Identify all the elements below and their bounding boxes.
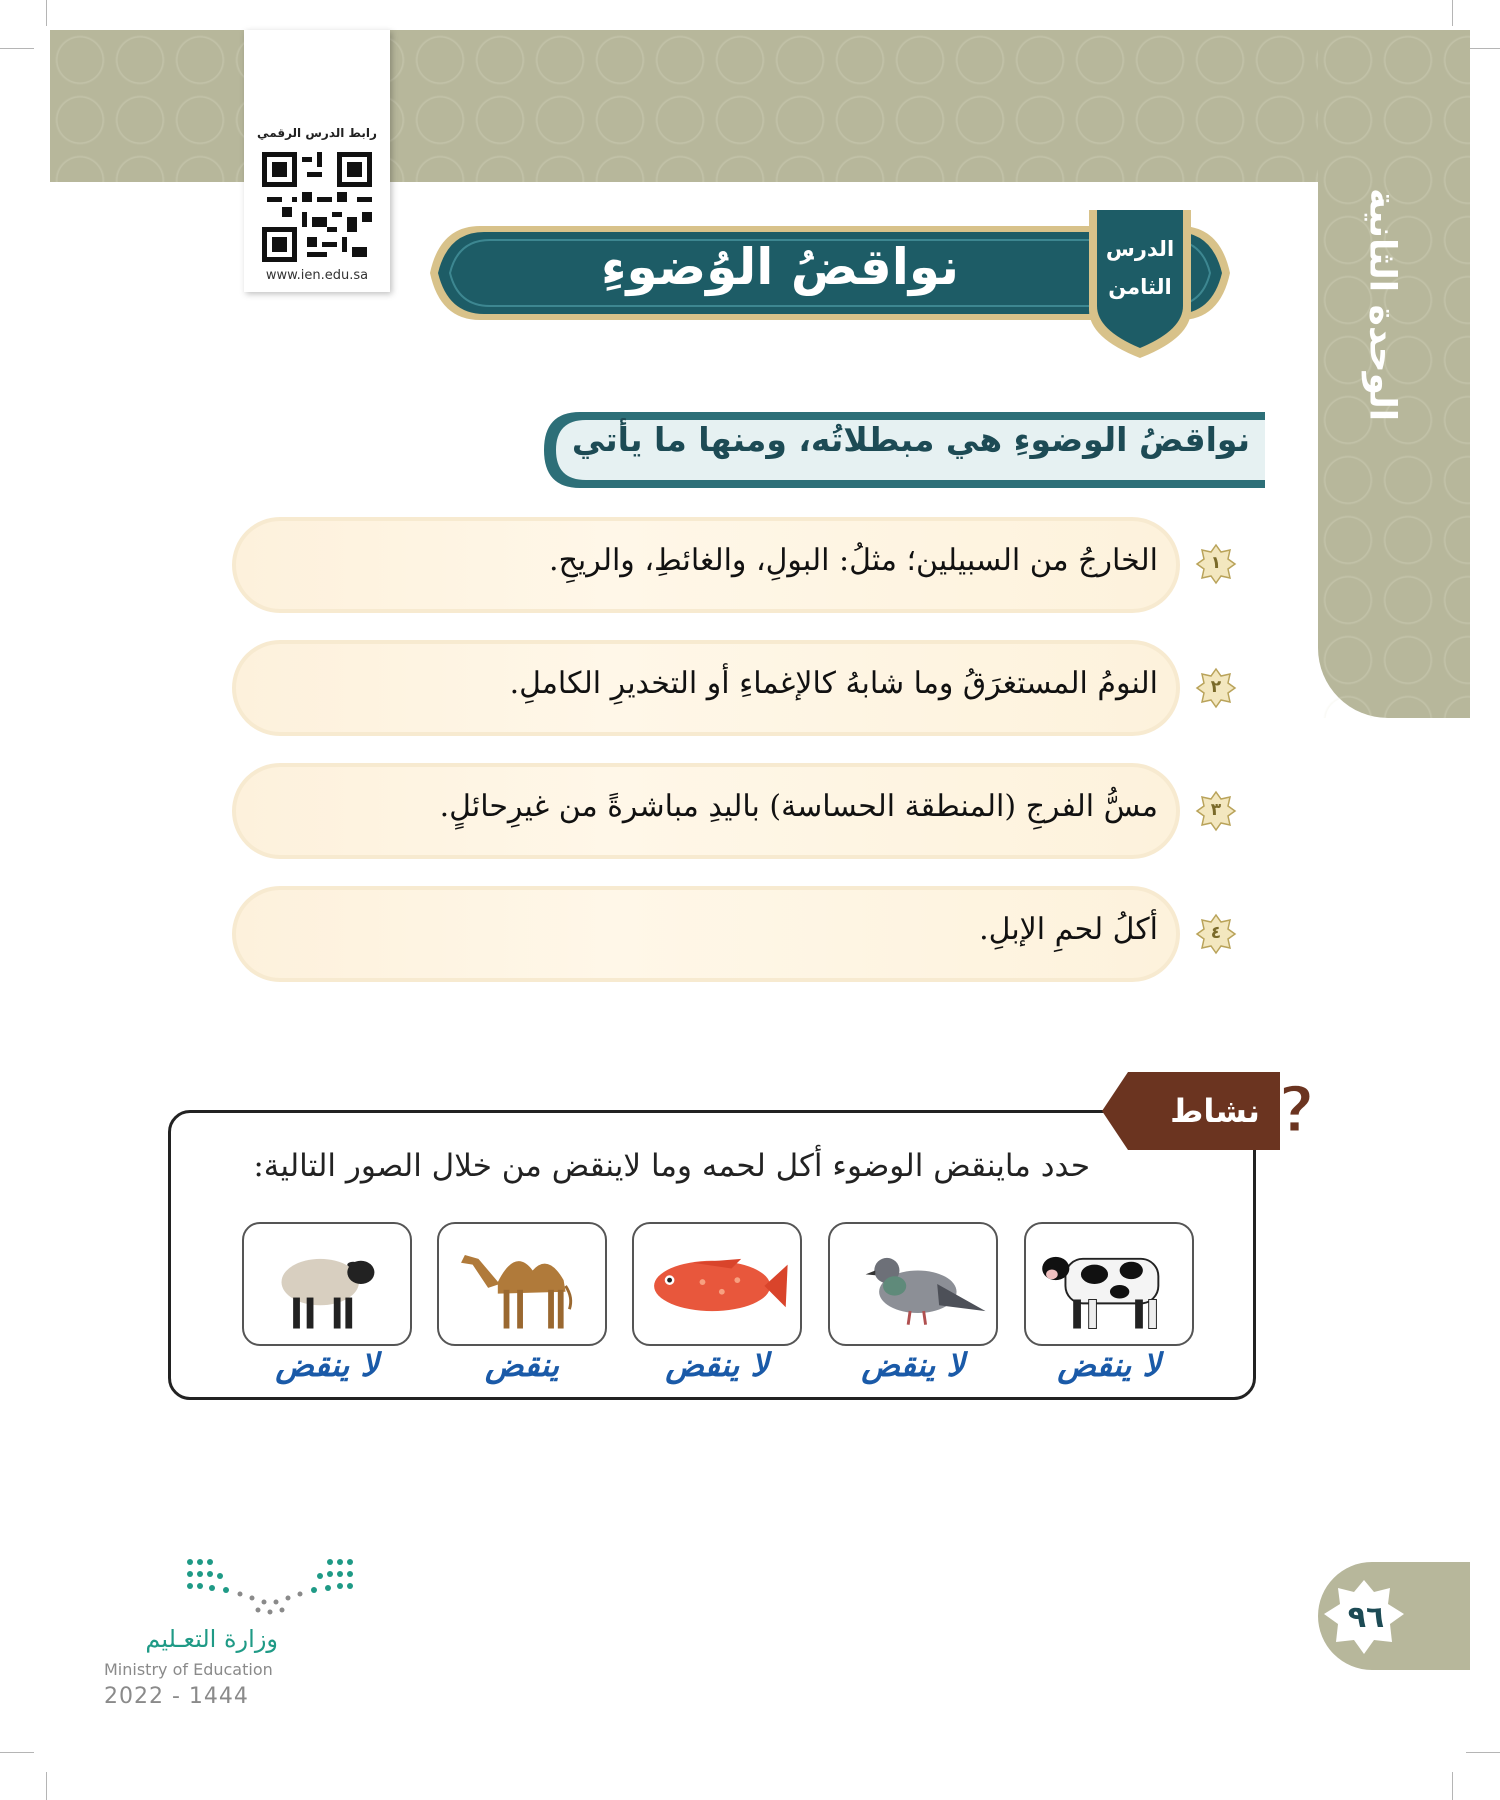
list-item	[232, 517, 1180, 613]
fish-icon	[634, 1224, 800, 1344]
ministry-name-ar: وزارة التعـليم	[145, 1625, 278, 1653]
answer-label: لا ينقض	[861, 1346, 965, 1384]
crop-mark	[46, 0, 47, 26]
list-item-number: ٣	[1210, 800, 1222, 820]
lesson-title: نواقضُ الوُضوءِ	[600, 238, 960, 296]
image-card[interactable]	[632, 1222, 802, 1346]
list-item	[232, 886, 1180, 982]
answer-label: لا ينقض	[665, 1346, 769, 1384]
answer-label: لا ينقض	[275, 1346, 379, 1384]
answer-label: ينقض	[485, 1346, 559, 1384]
list-item-text: النومُ المستغرَقُ وما شابهُ كالإغماءِ أو التخديرِ الكاملِ.	[509, 666, 1158, 701]
qr-card[interactable]	[244, 30, 390, 292]
qr-label: رابط الدرس الرقمي	[257, 126, 377, 140]
crop-mark	[1466, 1752, 1500, 1753]
qr-url[interactable]: www.ien.edu.sa	[265, 268, 369, 283]
camel-icon	[439, 1224, 605, 1344]
list-item-text: مسُّ الفرجِ (المنطقة الحساسة) باليدِ مباشرةً من غيرِحائلٍ.	[439, 789, 1158, 824]
image-card[interactable]	[828, 1222, 998, 1346]
list-item-number: ٤	[1210, 923, 1222, 943]
qr-code-icon[interactable]	[262, 152, 372, 262]
list-item	[232, 763, 1180, 859]
crop-mark	[0, 1752, 34, 1753]
edition-year: 2022 - 1444	[104, 1684, 249, 1709]
answer-label: لا ينقض	[1057, 1346, 1161, 1384]
list-item-number: ١	[1210, 553, 1222, 573]
activity-tag-label: نشاط	[1170, 1092, 1260, 1130]
image-card[interactable]	[242, 1222, 412, 1346]
lesson-number	[1085, 230, 1195, 306]
list-item	[232, 640, 1180, 736]
image-card[interactable]	[1024, 1222, 1194, 1346]
crop-mark	[1452, 0, 1453, 26]
ministry-name-en: Ministry of Education	[104, 1660, 273, 1679]
lesson-tag-line1: الدرس	[1105, 237, 1175, 261]
subtitle: نواقضُ الوضوءِ هي مبطلاتُه، ومنها ما يأتي	[571, 420, 1250, 459]
pigeon-icon	[830, 1224, 996, 1344]
crop-mark	[0, 48, 34, 49]
ministry-logo-icon	[180, 1550, 360, 1620]
crop-mark	[1452, 1772, 1453, 1800]
unit-title: الوحدة الثانية	[1361, 188, 1403, 422]
sheep-icon	[244, 1224, 410, 1344]
activity-question: حدد ماينقض الوضوء أكل لحمه وما لاينقض من خلال الصور التالية:	[253, 1148, 1090, 1184]
lesson-tag-line2: الثامن	[1108, 275, 1172, 299]
list-item-text: أكلُ لحمِ الإبلِ.	[979, 912, 1158, 947]
list-item-text: الخارجُ من السبيلين؛ مثلُ: البولِ، والغائطِ، والريحِ.	[549, 543, 1158, 578]
list-item-number: ٢	[1210, 677, 1222, 697]
crop-mark	[1466, 48, 1500, 49]
page-number: ٩٦	[1347, 1599, 1385, 1635]
cow-icon	[1026, 1224, 1192, 1344]
image-card[interactable]	[437, 1222, 607, 1346]
crop-mark	[46, 1772, 47, 1800]
svg-text:?: ?	[1278, 1074, 1316, 1148]
